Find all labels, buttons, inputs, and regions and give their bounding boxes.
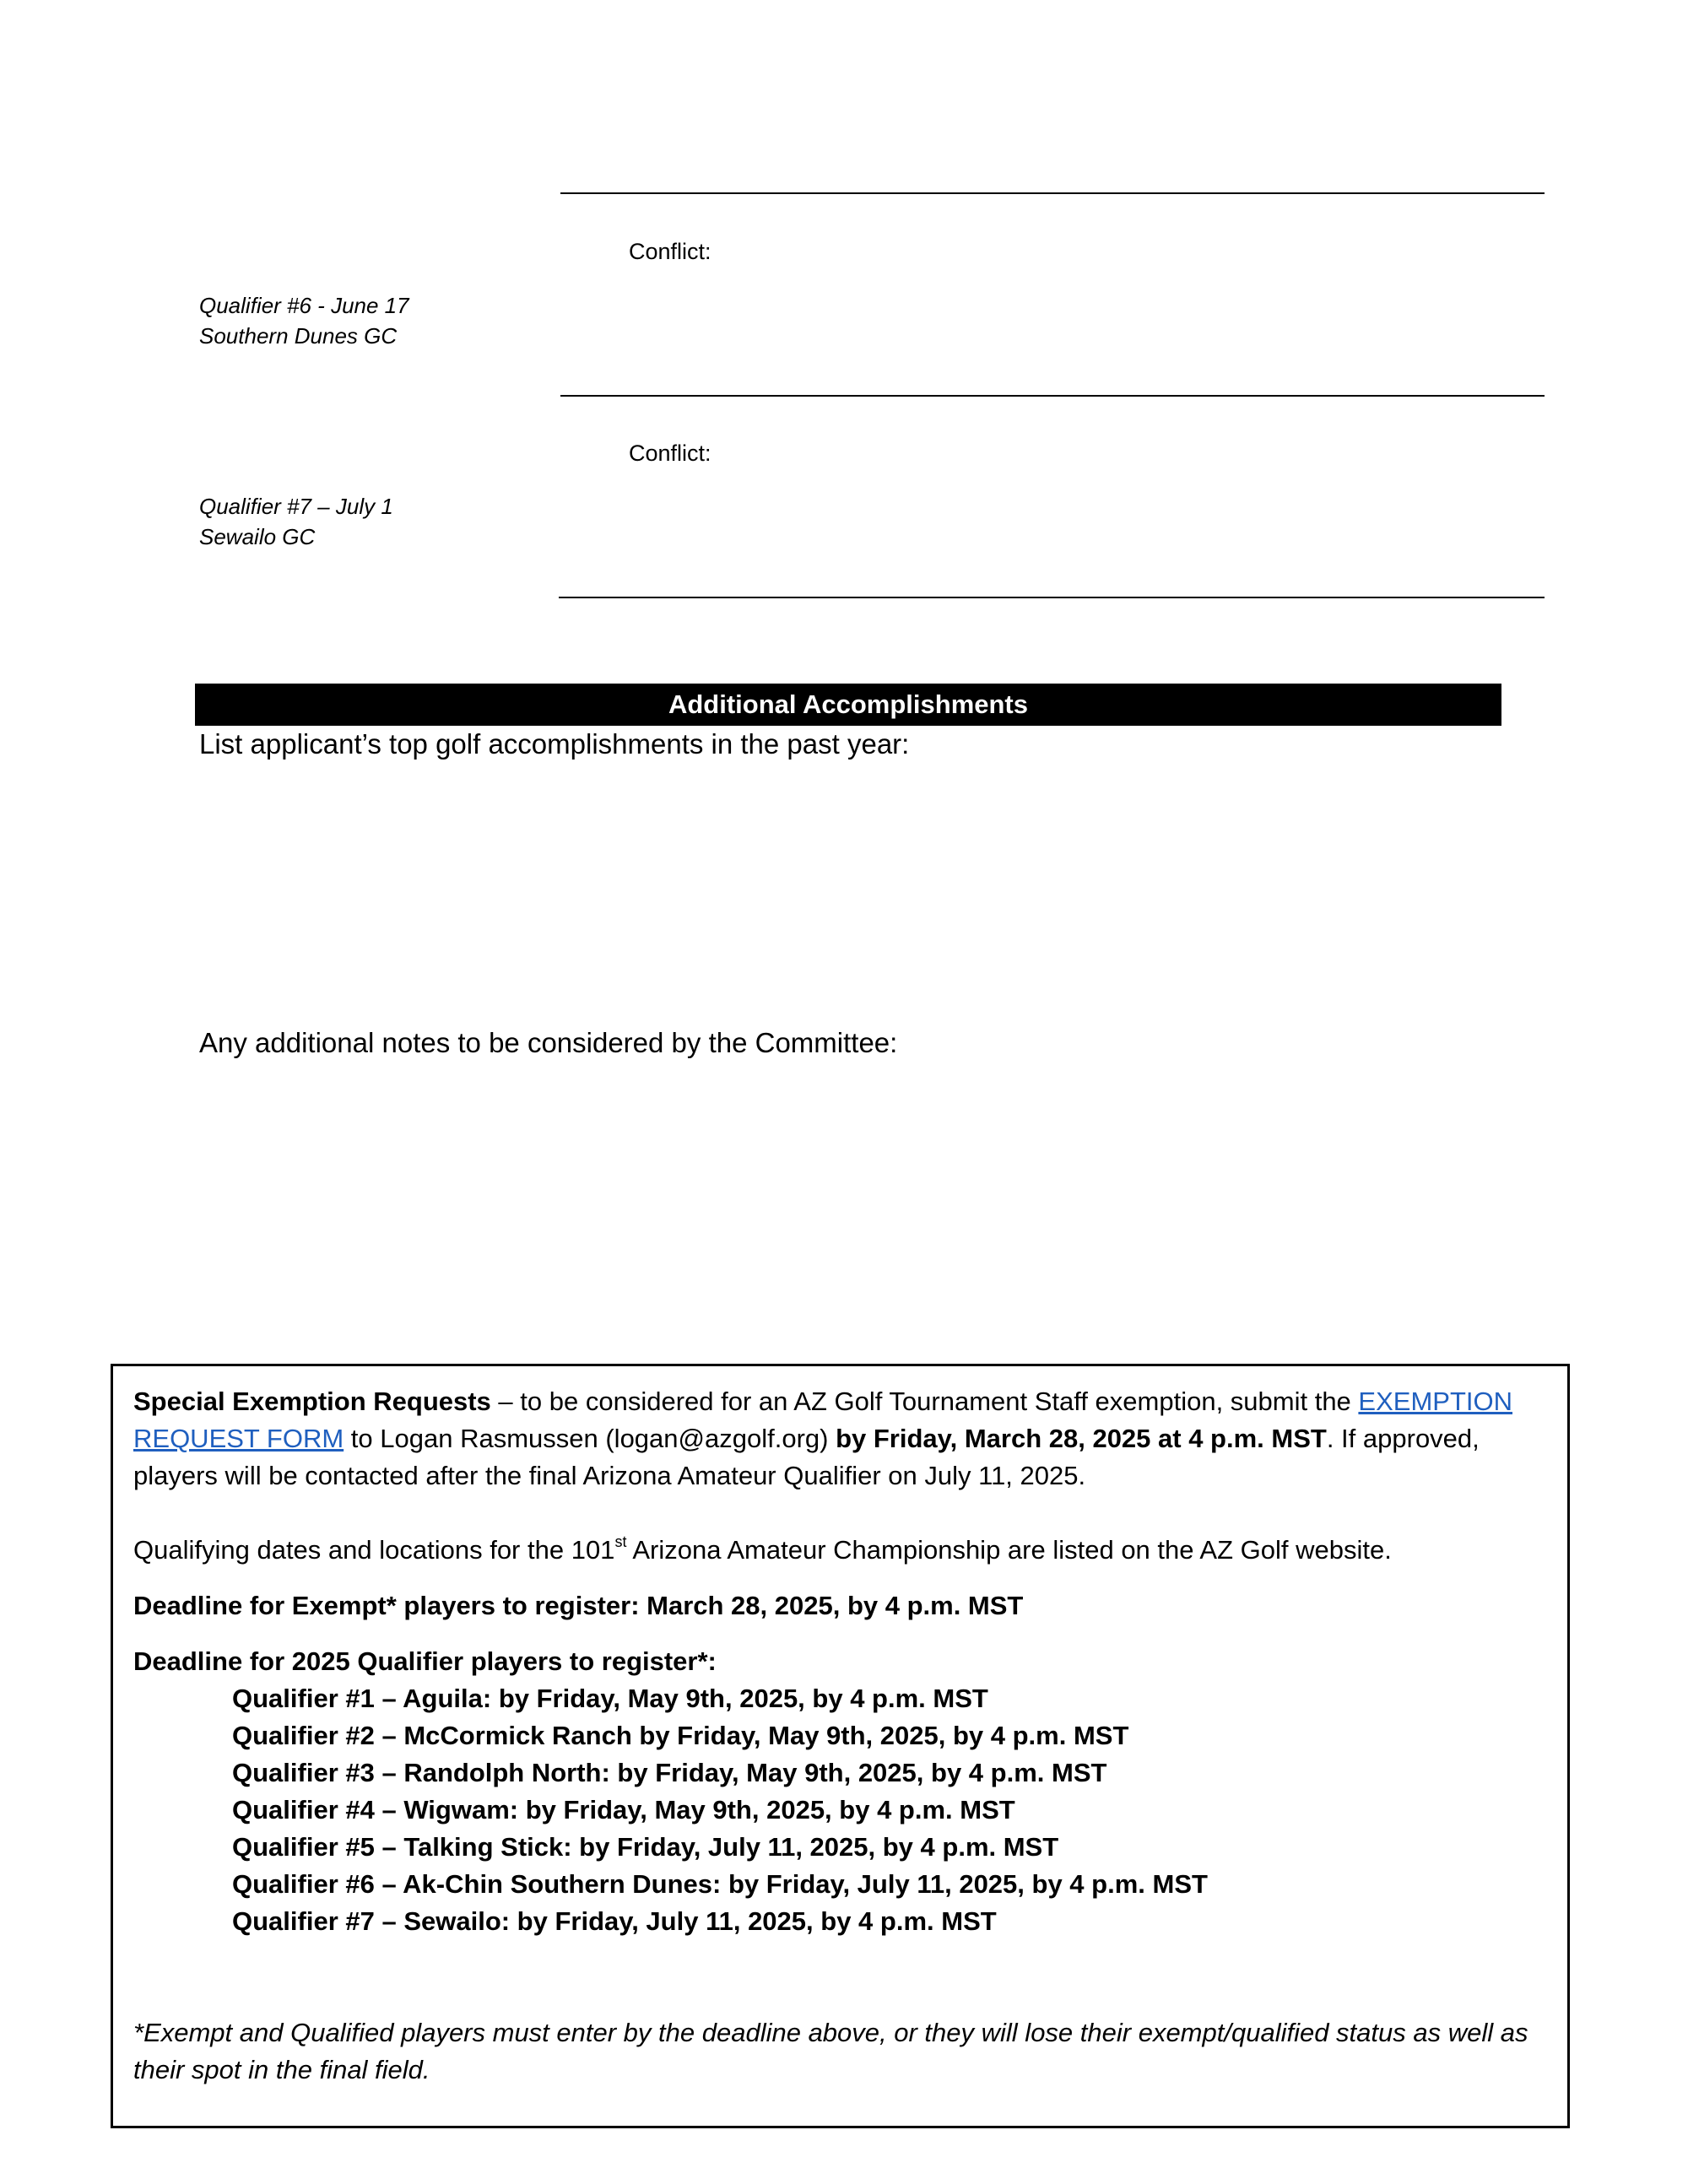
registration-info-box [111, 1364, 1570, 2128]
special-exemption-deadline: by Friday, March 28, 2025 at 4 p.m. MST [836, 1424, 1327, 1453]
qualifier-deadline-item: Qualifier #1 – Aguila: by Friday, May 9th, 2025, by 4 p.m. MST [232, 1684, 988, 1713]
qualifier-6-title: Qualifier #6 - June 17 [199, 293, 409, 318]
special-exemption-text-3: . If approved, players will be contacted after the final Arizona Amateur Qualifier on July 11, 2025. [133, 1424, 1480, 1490]
qualifier-7-title: Qualifier #7 – July 1 [199, 494, 393, 519]
qualifier-7-course: Sewailo GC [199, 524, 316, 549]
qualifier-deadline-item: Qualifier #7 – Sewailo: by Friday, July 11, 2025, by 4 p.m. MST [232, 1906, 997, 1936]
qualifier-6-label [199, 290, 409, 351]
conflict-input-line-qualifier-6[interactable] [560, 395, 1545, 397]
qualifier-deadline-title: Deadline for 2025 Qualifier players to register*: [133, 1646, 717, 1676]
qualifier-7-label [199, 491, 393, 552]
qualifying-info-post: Arizona Amateur Championship are listed on the AZ Golf website. [626, 1535, 1392, 1565]
qualifier-deadline-item: Qualifier #3 – Randolph North: by Friday, May 9th, 2025, by 4 p.m. MST [232, 1758, 1107, 1787]
rule-line-top [560, 192, 1545, 194]
special-exemption-text-2: to Logan Rasmussen (logan@azgolf.org) [344, 1424, 836, 1453]
qualifier-deadline-item: Qualifier #5 – Talking Stick: by Friday, July 11, 2025, by 4 p.m. MST [232, 1832, 1059, 1862]
qualifying-info-paragraph [133, 1532, 1549, 1569]
exemption-request-form-link[interactable]: EXEMPTION REQUEST FORM [133, 1387, 1513, 1453]
exempt-deadline: Deadline for Exempt* players to register: March 28, 2025, by 4 p.m. MST [133, 1591, 1024, 1620]
accomplishments-answer-area[interactable] [199, 768, 1499, 1013]
special-exemption-title: Special Exemption Requests [133, 1387, 491, 1416]
exempt-qualified-footnote: *Exempt and Qualified players must enter by the deadline above, or they will lose their exempt/qualified status as well as their spot in the final field. [133, 2018, 1528, 2084]
additional-accomplishments-header: Additional Accomplishments [195, 684, 1501, 726]
special-exemption-paragraph [133, 1383, 1549, 1495]
accomplishments-prompt: List applicant’s top golf accomplishments in the past year: [199, 728, 910, 760]
qualifier-deadline-item: Qualifier #2 – McCormick Ranch by Friday, May 9th, 2025, by 4 p.m. MST [232, 1721, 1129, 1750]
qualifier-deadline-item: Qualifier #6 – Ak-Chin Southern Dunes: by Friday, July 11, 2025, by 4 p.m. MST [232, 1869, 1208, 1899]
committee-notes-prompt: Any additional notes to be considered by the Committee: [199, 1027, 898, 1058]
committee-notes-answer-area[interactable] [199, 1067, 1499, 1345]
conflict-input-line-qualifier-7[interactable] [559, 597, 1545, 598]
conflict-label-qualifier-7: Conflict: [629, 441, 711, 466]
special-exemption-text-1: – to be considered for an AZ Golf Tournament Staff exemption, submit the [490, 1387, 1359, 1416]
qualifier-6-course: Southern Dunes GC [199, 323, 398, 349]
qualifying-info-sup: st [614, 1533, 627, 1550]
conflict-label-qualifier-6: Conflict: [629, 239, 711, 264]
qualifying-info-pre: Qualifying dates and locations for the 101 [133, 1535, 615, 1565]
qualifier-deadline-item: Qualifier #4 – Wigwam: by Friday, May 9th, 2025, by 4 p.m. MST [232, 1795, 1015, 1825]
